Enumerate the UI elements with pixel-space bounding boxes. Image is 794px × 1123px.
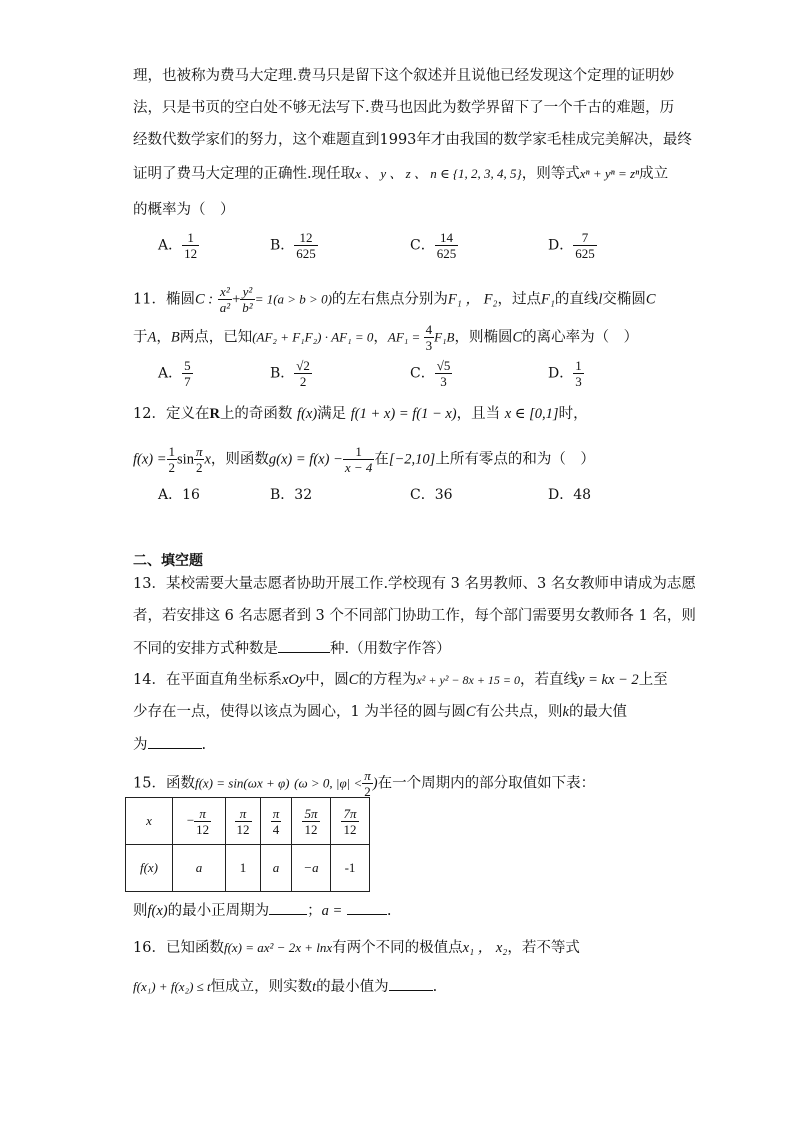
answer-blank[interactable] xyxy=(269,900,307,915)
option-fraction: $\frac{5}{7}$ xyxy=(184,358,191,389)
q15-pi-over-2: $\frac{\pi}{2}$ xyxy=(364,768,371,799)
q16-line2: f(x₁) + f(x₂) ≤ t恒成立，则实数t的最小值为 . xyxy=(133,976,663,997)
option-label: A． xyxy=(158,365,183,382)
q14-line2: 少存在一点，使得以该点为圆心，1 为半径的圆与圆C有公共点，则k的最大值 xyxy=(133,704,627,720)
q10-line5: 的概率为（ ） xyxy=(133,202,235,218)
q11-x2-a2: $\frac{\text{x²}}{\text{a²}}$ xyxy=(219,284,231,315)
table-row-f xyxy=(126,845,370,892)
q12-line1: 12．定义在R上的奇函数 f(x)满足 f(1 + x) = f(1 − x)，且当 x ∈ [0,1]时， xyxy=(133,406,588,422)
q13-line1: 13．某校需要大量志愿者协助开展工作.学校现有 3 名男教师、3 名女教师申请成为志愿 xyxy=(133,576,696,592)
values-table xyxy=(125,797,370,892)
q13-line2: 者，若安排这 6 名志愿者到 3 个不同部门协助工作，每个部门需要男女教师各 1 名，则 xyxy=(133,608,696,624)
option-label: B． xyxy=(270,365,295,382)
q10-option-2[interactable] xyxy=(410,230,458,261)
table-cell-x-3: $\frac{5\pi}{12}$ xyxy=(292,798,331,845)
q10-fermat-expr: xⁿ + yⁿ = zⁿ xyxy=(579,166,640,181)
table-cell-x-2: $\frac{\pi}{4}$ xyxy=(261,798,292,845)
option-fraction: $\frac{14}{625}$ xyxy=(436,230,457,261)
q11-line1: 11．椭圆C : $\frac{\text{x²}}{\text{a²}}$ + $\frac{\text{y²}}{\text{b²}}$ = 1(a > b > 0)的左右焦点分别为F₁ ， F₂，过点F₁的直线l交椭圆C xyxy=(133,284,656,315)
answer-blank[interactable] xyxy=(389,976,433,991)
q15-line1: 15．函数f(x) = sin(ωx + φ) (ω > 0, |φ| < $\frac{\pi}{2}$ )在一个周期内的部分取值如下表： xyxy=(133,768,596,799)
q16-line1: 16．已知函数f(x) = ax² − 2x + lnx有两个不同的极值点x₁ ， x₂，若不等式 xyxy=(133,940,580,956)
option-fraction: $\frac{12}{625}$ xyxy=(296,230,316,261)
q10-set-expr: x 、 y 、 z 、 n ∈ {1, 2, 3, 4, 5} xyxy=(355,166,522,181)
q11-option-3[interactable] xyxy=(548,358,584,389)
q10-line1: 理，也被称为费马大定理.费马只是留下这个叙述并且说他已经发现这个定理的证明妙 xyxy=(133,68,675,84)
option-label: D． xyxy=(548,365,574,382)
q10-option-0[interactable] xyxy=(158,230,199,261)
q12-recip: $\frac{1}{x - 4}$ xyxy=(344,444,373,475)
table-cell-f-2: a xyxy=(261,845,292,892)
table-cell-f-4: -1 xyxy=(331,845,370,892)
option-label: C． xyxy=(410,365,435,382)
section-title: 二、填空题 xyxy=(133,553,203,569)
table-cell-f-0: a xyxy=(173,845,226,892)
answer-blank[interactable] xyxy=(278,638,330,653)
q11-y2-b2: $\frac{\text{y²}}{\text{b²}}$ xyxy=(242,284,253,315)
option-label: B． xyxy=(270,237,295,254)
option-fraction: $\frac{√5}{3}$ xyxy=(436,358,451,389)
q10-option-1[interactable] xyxy=(270,230,318,261)
option-fraction: $\frac{1}{12}$ xyxy=(184,230,198,261)
q11-option-1[interactable] xyxy=(270,358,312,389)
q11-option-0[interactable] xyxy=(158,358,193,389)
q10-line3: 经数代数学家们的努力，这个难题直到1993年才由我国的数学家毛桂成完美解决，最终 xyxy=(133,132,692,148)
table-cell-x-4: $\frac{7\pi}{12}$ xyxy=(331,798,370,845)
q12-half: $\frac{1}{2}$ xyxy=(168,444,176,475)
answer-blank[interactable] xyxy=(148,734,202,749)
q14-line1: 14．在平面直角坐标系xOy中，圆C的方程为x² + y² − 8x + 15 = 0，若直线y = kx − 2上至 xyxy=(133,672,668,688)
q12-option-1[interactable]: B．32 xyxy=(270,487,313,503)
option-fraction: $\frac{√2}{2}$ xyxy=(296,358,310,389)
q12-option-0[interactable]: A．16 xyxy=(158,487,200,503)
option-label: A． xyxy=(158,237,183,254)
option-label: D． xyxy=(548,237,574,254)
q14-line3: 为 . xyxy=(133,734,663,755)
q11-four-thirds: $\frac{4}{3}$ xyxy=(425,322,433,353)
q11-option-2[interactable] xyxy=(410,358,452,389)
table-header-f: f(x) xyxy=(126,845,173,892)
option-fraction: $\frac{1}{3}$ xyxy=(575,358,582,389)
table-cell-x-1: $\frac{\pi}{12}$ xyxy=(226,798,261,845)
q12-option-3[interactable]: D．48 xyxy=(548,487,592,503)
table-cell-f-3: −a xyxy=(292,845,331,892)
table-cell-x-0: − $\frac{\pi}{12}$ xyxy=(173,798,226,845)
q15-line2: 则f(x)的最小正周期为 ；a = . xyxy=(133,900,663,921)
q10-line4: 证明了费马大定理的正确性.现任取x 、 y 、 z 、 n ∈ {1, 2, 3, 4, 5}，则等式xⁿ + yⁿ = zⁿ成立 xyxy=(133,166,669,182)
q12-option-2[interactable]: C．36 xyxy=(410,487,453,503)
table-header-x: x xyxy=(126,798,173,845)
q11-line2: 于A，B两点，已知(AF₂ + F₁F₂) · AF₁ = 0，AF₁ = $\frac{4}{3}$ F₁B，则椭圆C的离心率为（ ） xyxy=(133,322,639,353)
answer-blank[interactable] xyxy=(347,900,387,915)
option-label: C． xyxy=(410,237,435,254)
q10-line2: 法，只是书页的空白处不够无法写下.费马也因此为数学界留下了一个千古的难题，历 xyxy=(133,100,675,116)
q12-pi-over-2: $\frac{\pi}{2}$ xyxy=(195,444,203,475)
table-row-x xyxy=(126,798,370,845)
table-cell-f-1: 1 xyxy=(226,845,261,892)
q12-line2: f(x) = $\frac{1}{2}$ sin $\frac{\pi}{2}$ x，则函数g(x) = f(x) − $\frac{1}{x - 4}$ 在[−2,10]上所有零点的和为（ ） xyxy=(133,444,595,475)
q10-option-3[interactable] xyxy=(548,230,597,261)
option-fraction: $\frac{7}{625}$ xyxy=(575,230,595,261)
q13-line3: 不同的安排方式种数是 种.（用数字作答） xyxy=(133,638,663,659)
q11-vector-expr: (AF₂ + F₁F₂) · AF₁ = 0 xyxy=(252,329,374,345)
